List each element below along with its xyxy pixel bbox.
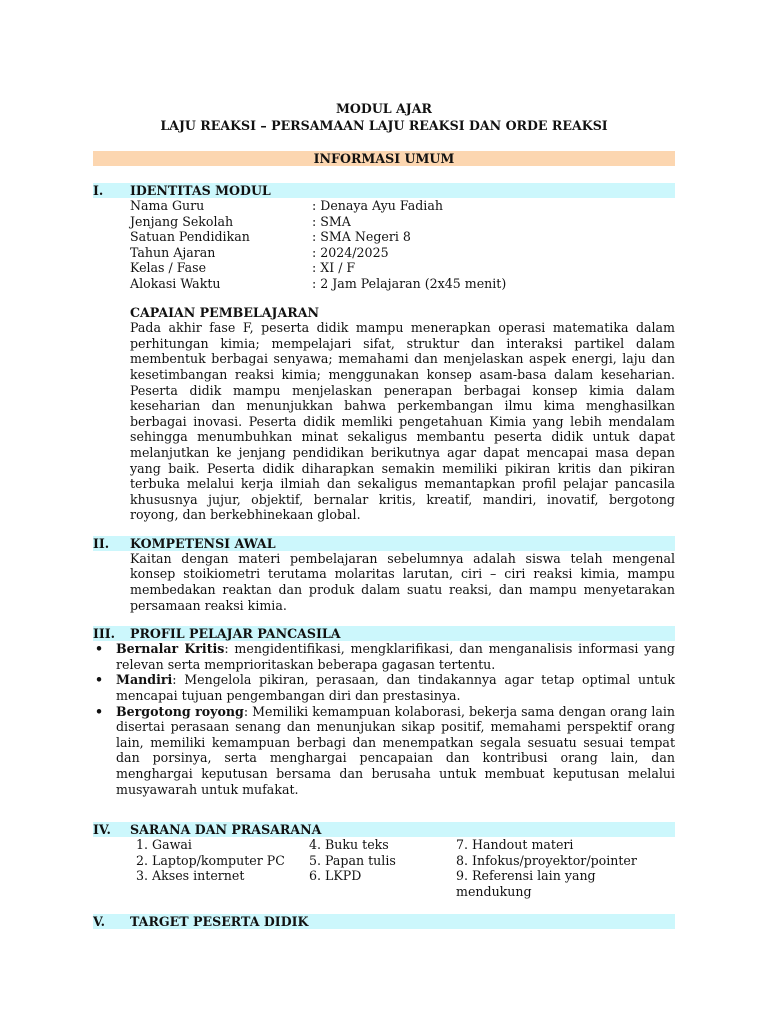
identitas-row: Nama Guru : Denaya Ayu Fadiah [130,198,443,213]
list-item: 1. Gawai [136,837,192,853]
identitas-table [130,198,675,523]
list-item: 9. Referensi lain yang mendukung [456,868,596,899]
section-heading-profil [93,626,675,641]
section-label: TARGET PESERTA DIDIK [130,913,309,929]
section-number: II. [93,535,110,551]
list-item: 6. LKPD [309,868,362,884]
section-label: IDENTITAS MODUL [130,183,271,198]
list-item: • Bernalar Kritis: mengidentifikasi, mengklarifikasi, dan menganalisis informasi yang relevan serta memprioritaskan beberapa gagasan tertentu. [95,641,675,672]
section-heading-sarana [93,822,675,837]
section-heading-identitas [93,183,675,198]
list-item: 8. Infokus/proyektor/pointer [456,852,637,868]
informasi-umum-band: INFORMASI UMUM [93,151,675,166]
list-item: • Bergotong royong: Memiliki kemampuan kolaborasi, bekerja sama dengan orang lain disertai perasaan senang dan menunjukan sikap positif, memahami perspektif orang lain, memiliki kemampuan berbagi dan menempatkan segala sesuatu sesuai tempat dan porsinya, serta menghargai pencapaian dan kontribusi orang lain, dan menghargai keputusan bersama dan berusaha untuk membuat keputusan melalui musyawarah untuk mufakat. [95,703,676,797]
identitas-row: Jenjang Sekolah : SMA [130,213,351,229]
section-number: IV. [93,822,111,838]
identitas-row: Kelas / Fase : XI / F [130,260,356,276]
sarana-list [136,837,675,899]
section-label: KOMPETENSI AWAL [130,535,276,551]
capaian-paragraph: Pada akhir fase F, peserta didik mampu menerapkan operasi matematika dalam perhitungan kimia; mempelajari sifat, struktur dan interaksi partikel dalam membentuk berbagai senyawa; memahami dan menjelaskan aspek energi, laju dan kesetimbangan reaksi kimia; menggunakan konsep asam-basa dalam keseharian. Peserta didik mampu menjelaskan penerapan berbagai konsep kimia dalam keseharian dan menunjukkan bahwa perkembangan ilmu kima menghasilkan berbagai inovasi. Peserta didik memliki pengetahuan Kimia yang lebih mendalam sehingga menumbuhkan minat sekaligus membantu peserta didik untuk dapat melanjutkan ke jenjang pendidikan berikutnya agar dapat mencapai masa depan yang baik. Peserta didik diharapkan semakin memiliki pikiran kritis dan pikiran terbuka melalui kerja ilmiah dan sekaligus memantapkan profil pelajar pancasila khususnya jujur, objektif, bernalar kritis, kreatif, mandiri, inovatif, bergotong royong, dan berkebhinekaan global. [130,320,675,523]
identitas-row: Tahun Ajaran : 2024/2025 [130,244,389,260]
bullet-icon: • [95,641,104,657]
document-title: MODUL AJAR [335,101,433,116]
section-heading-kompetensi [93,536,675,551]
kompetensi-paragraph: Kaitan dengan materi pembelajaran sebelumnya adalah siswa telah mengenal konsep stoikiometri terutama molaritas larutan, ciri – ciri reaksi kimia, mampu membedakan reaktan dan produk dalam suatu reaksi, dan mampu menyetarakan persamaan reaksi kimia. [130,550,675,613]
profil-list [93,641,675,797]
section-number: V. [93,913,105,929]
capaian-heading: CAPAIAN PEMBELAJARAN [130,304,320,320]
document-page [93,100,675,929]
section-number: I. [93,183,104,198]
list-item: 7. Handout materi [456,837,574,853]
section-label: PROFIL PELAJAR PANCASILA [130,626,341,642]
identitas-row: Satuan Pendidikan : SMA Negeri 8 [130,229,411,245]
list-item: 2. Laptop/komputer PC [136,852,285,868]
section-label: SARANA DAN PRASARANA [130,822,322,838]
document-subtitle: LAJU REAKSI – PERSAMAAN LAJU REAKSI DAN ORDE REAKSI [160,118,608,133]
list-item: 5. Papan tulis [309,852,396,868]
bullet-icon: • [95,672,104,688]
section-number: III. [93,626,116,642]
list-item: • Mandiri: Mengelola pikiran, perasaan, dan tindakannya agar tetap optimal untuk mencapai tujuan pengembangan diri dan prestasinya. [95,672,675,704]
list-item: 4. Buku teks [309,837,389,853]
section-heading-target [93,914,675,929]
list-item: 3. Akses internet [136,868,245,884]
identitas-row: Alokasi Waktu : 2 Jam Pelajaran (2x45 menit) [130,275,507,291]
bullet-icon: • [95,703,104,719]
